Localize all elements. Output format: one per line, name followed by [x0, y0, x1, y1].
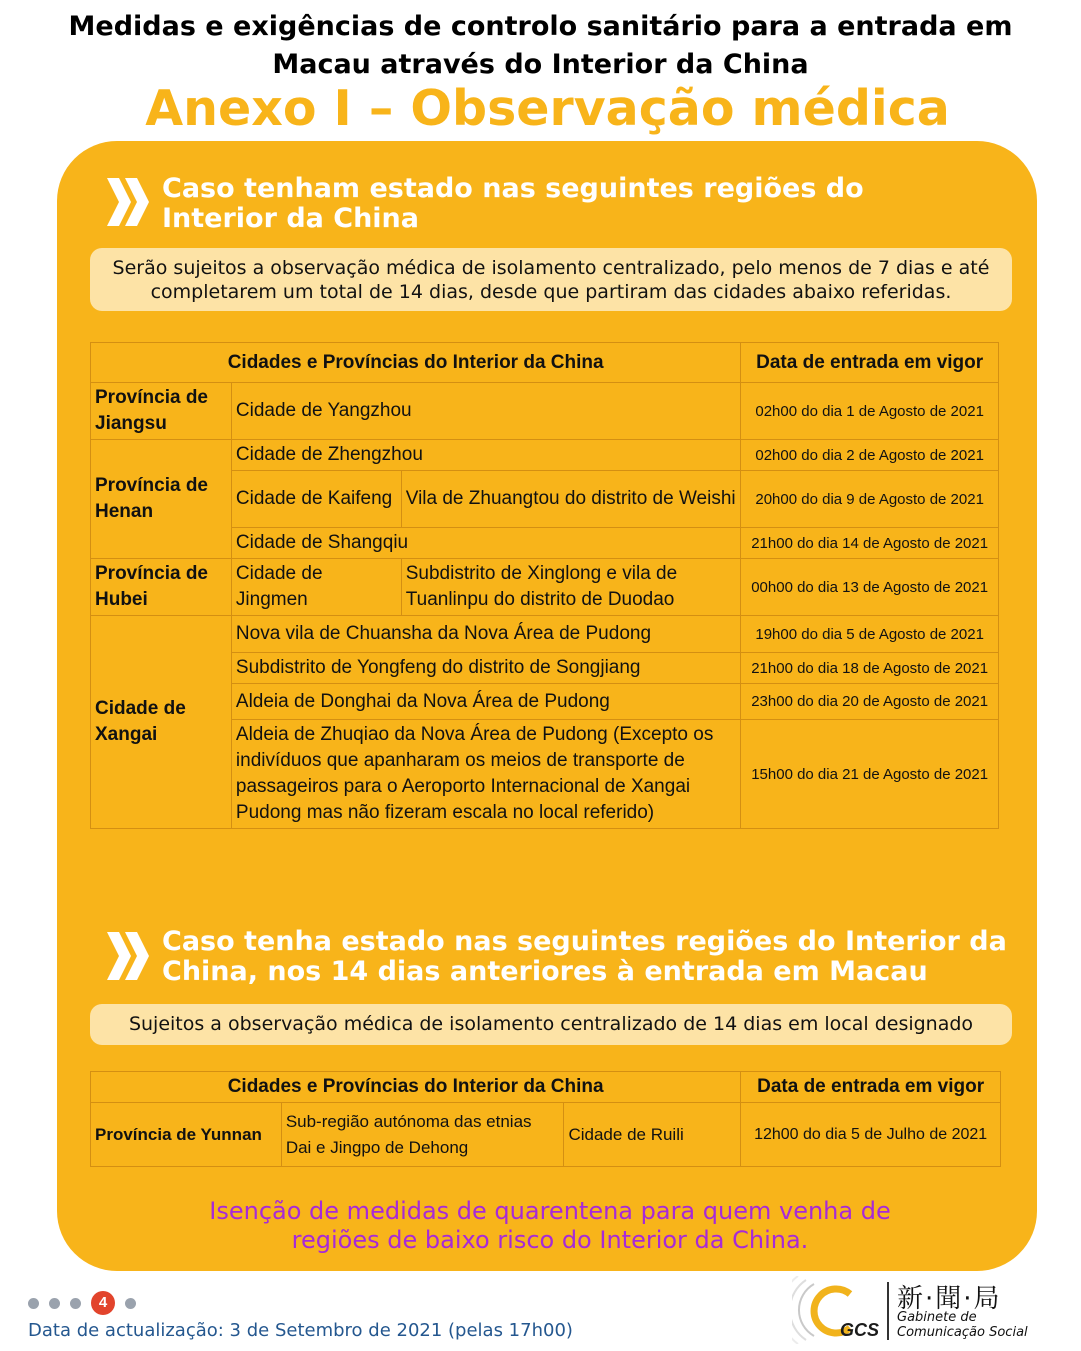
date-cell: 23h00 do dia 20 de Agosto de 2021 — [741, 684, 999, 720]
section-1-heading — [162, 174, 864, 234]
page-dot[interactable] — [70, 1298, 81, 1309]
province-cell: Província de Henan — [91, 440, 232, 559]
table-row — [91, 559, 999, 616]
column-header-regions: Cidades e Províncias do Interior da China — [91, 1072, 741, 1103]
province-cell: Província de Jiangsu — [91, 383, 232, 440]
title-line-2: Macau através do Interior da China — [272, 49, 809, 80]
city-cell: Cidade de Zhengzhou — [231, 440, 740, 471]
logo-chinese-name: 新·聞·局 — [897, 1284, 1002, 1314]
area-cell: Vila de Zhuangtou do distrito de Weishi — [401, 471, 741, 528]
section-1-banner-line-2: completarem um total de 14 dias, desde que partiram das cidades abaixo referidas. — [150, 281, 952, 303]
section-2-heading-line-2: China, nos 14 dias anteriores à entrada em Macau — [162, 956, 928, 987]
city-cell: Cidade de Shangqiu — [231, 528, 740, 559]
province-cell: Província de Hubei — [91, 559, 232, 616]
table-header-row — [91, 343, 999, 383]
logo-divider — [887, 1282, 889, 1340]
table-row — [91, 616, 999, 653]
current-page-badge[interactable]: 4 — [91, 1291, 115, 1315]
city-cell: Cidade de Yangzhou — [231, 383, 740, 440]
logo-name-line-1: Gabinete de — [897, 1310, 977, 1325]
date-cell: 00h00 do dia 13 de Agosto de 2021 — [741, 559, 999, 616]
page-dot[interactable] — [49, 1298, 60, 1309]
double-chevron-icon — [105, 930, 151, 982]
gcs-logo-icon — [792, 1276, 882, 1344]
title-line-1: Medidas e exigências de controlo sanitário para a entrada em — [68, 11, 1013, 42]
area-cell: Nova vila de Chuansha da Nova Área de Pudong — [231, 616, 740, 653]
page-title — [0, 8, 1081, 84]
date-cell: 02h00 do dia 2 de Agosto de 2021 — [741, 440, 999, 471]
column-header-date: Data de entrada em vigor — [741, 1072, 1001, 1103]
page-indicator — [28, 1291, 136, 1315]
area-cell: Aldeia de Donghai da Nova Área de Pudong — [231, 684, 740, 720]
date-cell: 20h00 do dia 9 de Agosto de 2021 — [741, 471, 999, 528]
date-cell: 21h00 do dia 18 de Agosto de 2021 — [741, 653, 999, 684]
update-date: Data de actualização: 3 de Setembro de 2021 (pelas 17h00) — [28, 1320, 573, 1341]
footer-note-line-2: regiões de baixo risco do Interior da China. — [291, 1226, 809, 1254]
city-cell: Cidade de Xangai — [91, 616, 232, 829]
city-cell: Cidade de Kaifeng — [231, 471, 401, 528]
section-1-banner-line-1: Serão sujeitos a observação médica de isolamento centralizado, pelo menos de 7 dias e até — [112, 257, 990, 279]
province-cell: Província de Yunnan — [91, 1103, 282, 1167]
section-1-table — [90, 342, 999, 829]
page-subtitle: Anexo I – Observação médica — [145, 80, 950, 137]
column-header-regions: Cidades e Províncias do Interior da China — [91, 343, 741, 383]
gcs-abbr: GCS — [840, 1320, 880, 1340]
quarantine-exemption-note — [200, 1197, 900, 1255]
section-2-banner: Sujeitos a observação médica de isolamento centralizado de 14 dias em local designado — [90, 1004, 1012, 1045]
subregion-cell: Sub-região autónoma das etnias Dai e Jingpo de Dehong — [281, 1103, 564, 1167]
city-cell: Cidade de Ruili — [564, 1103, 741, 1167]
area-cell: Subdistrito de Yongfeng do distrito de Songjiang — [231, 653, 740, 684]
table-row — [91, 1103, 1001, 1167]
section-1-banner — [90, 248, 1012, 311]
double-chevron-icon — [105, 176, 151, 228]
date-cell: 19h00 do dia 5 de Agosto de 2021 — [741, 616, 999, 653]
section-2-heading-line-1: Caso tenha estado nas seguintes regiões do Interior da — [162, 926, 1007, 957]
page-dot[interactable] — [28, 1298, 39, 1309]
logo-name-line-2: Comunicação Social — [897, 1325, 1028, 1340]
area-cell: Subdistrito de Xinglong e vila de Tuanlinpu do distrito de Duodao — [401, 559, 741, 616]
area-cell: Aldeia de Zhuqiao da Nova Área de Pudong (Excepto os indivíduos que apanharam os meios de transporte de passageiros para o Aeroporto Internacional de Xangai Pudong mas não fizeram escala no local referido) — [231, 720, 740, 829]
date-cell: 15h00 do dia 21 de Agosto de 2021 — [741, 720, 999, 829]
city-cell: Cidade de Jingmen — [231, 559, 401, 616]
section-2-table — [90, 1071, 1001, 1167]
column-header-date: Data de entrada em vigor — [741, 343, 999, 383]
date-cell: 02h00 do dia 1 de Agosto de 2021 — [741, 383, 999, 440]
table-row — [91, 440, 999, 471]
footer-note-line-1: Isenção de medidas de quarentena para quem venha de — [209, 1197, 891, 1225]
date-cell: 21h00 do dia 14 de Agosto de 2021 — [741, 528, 999, 559]
section-1-heading-line-2: Interior da China — [162, 203, 420, 234]
section-1-heading-line-1: Caso tenham estado nas seguintes regiões do — [162, 173, 864, 204]
section-2-heading — [162, 927, 1007, 987]
date-cell: 12h00 do dia 5 de Julho de 2021 — [741, 1103, 1001, 1167]
table-header-row — [91, 1072, 1001, 1103]
logo-portuguese-name — [897, 1310, 1028, 1340]
page-dot[interactable] — [125, 1298, 136, 1309]
table-row — [91, 383, 999, 440]
